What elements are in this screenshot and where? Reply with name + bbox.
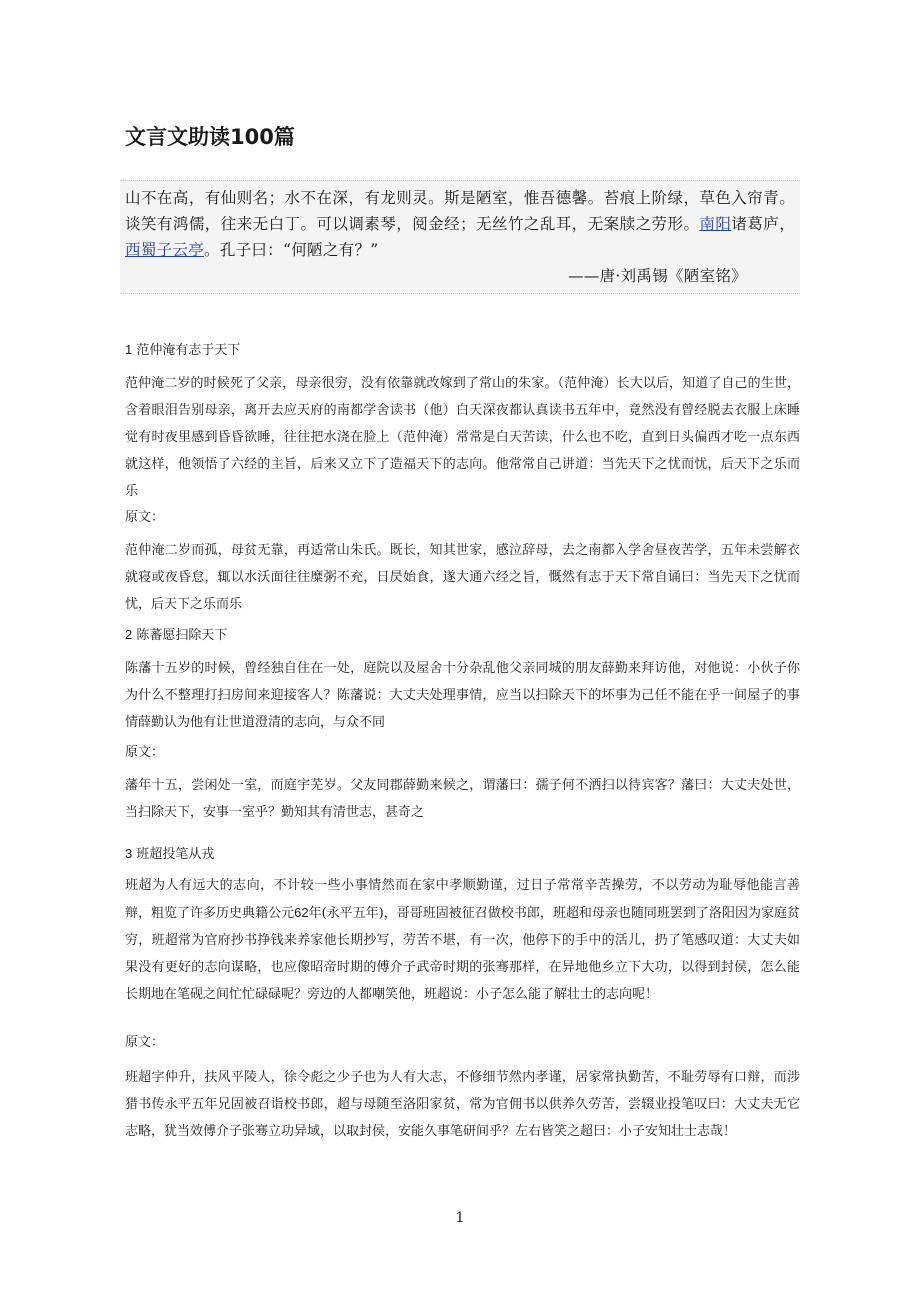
section-heading: [125, 621, 800, 649]
link-nanyang[interactable]: 南阳: [699, 215, 732, 233]
original-label: 原文：: [125, 510, 165, 525]
section-title: 范仲淹有志于天下: [136, 343, 241, 358]
section-number: 2: [125, 627, 133, 642]
translation-year: 62: [294, 905, 309, 920]
translation-part-a: 班超为人有远大的志向，不计较一些小事情然而在家中孝顺勤谨，过日子常常辛苦操劳，不以劳动为耻辱他能言善辩，粗览了许多历史典籍公元: [125, 878, 800, 921]
quote-part-2: 诸葛庐，: [731, 215, 795, 233]
section-translation: 范仲淹二岁的时候死了父亲，母亲很穷，没有依靠就改嫁到了常山的朱家。（范仲淹）长大以后，知道了自己的生世，含着眼泪告别母亲，离开去应天府的南都学舍读书（他）白天深夜都认真读书五年中，竟然没有曾经脱去衣服上床睡觉有时夜里感到昏昏欲睡，往往把水浇在脸上（范仲淹）常常是白天苦读，什么也不吃，直到日头偏西才吃一点东西就这样，他领悟了六经的主旨，后来又立下了造福天下的志向。他常常自己讲道：当先天下之忧而忧，后天下之乐而乐: [125, 376, 800, 499]
quote-source: ——唐·刘禹锡《陋室铭》: [567, 267, 747, 285]
quote-block: [120, 180, 800, 294]
quote-text: [125, 185, 795, 263]
section-translation: [125, 872, 800, 1008]
section-translation: 陈藩十五岁的时候，曾经独自住在一处，庭院以及屋舍十分杂乱他父亲同城的朋友薛勤来拜访他，对他说：小伙子你为什么不整理打扫房间来迎接客人？陈藩说：大丈夫处理事情，应当以扫除天下的坏事为己任不能在乎一间屋子的事情薛勤认为他有让世道澄清的志向，与众不同: [125, 661, 800, 730]
section-title: 陈蕃愿扫除天下: [136, 628, 228, 643]
quote-part-3: 。孔子曰：“何陋之有？”: [204, 241, 379, 259]
original-label: 原文：: [125, 1035, 165, 1050]
section-number: 1: [125, 342, 133, 357]
section-original: 范仲淹二岁而孤，母贫无靠，再适常山朱氏。既长，知其世家，感泣辞母，去之南都入学舍昼夜苦学，五年未尝解衣就寝或夜昏怠，辄以水沃面往往糜粥不充，日昃始食，遂大通六经之旨，慨然有志于天下常自诵曰：当先天下之忧而忧，后天下之乐而乐: [125, 543, 800, 612]
section-number: 3: [125, 846, 133, 861]
section-heading: [125, 336, 800, 364]
link-xishu-ziyunting[interactable]: 西蜀子云亭: [125, 241, 205, 259]
document-title: 文言文助读100篇: [125, 125, 295, 149]
page-number: 1: [455, 1210, 465, 1226]
section-heading: [125, 840, 800, 868]
section-original: 班超字仲升，扶风平陵人，徐令彪之少子也为人有大志，不修细节然内孝谨，居家常执勤苦，不耻劳辱有口辩，而涉猎书传永平五年兄固被召诣校书郎，超与母随至洛阳家贫，常为官佣书以供养久劳苦，尝辍业投笔叹曰：大丈夫无它志略，犹当效傅介子张骞立功异域，以取封侯，安能久事笔研间乎？左右皆笑之超曰：小子安知壮士志哉！: [125, 1070, 800, 1139]
original-label: 原文：: [125, 745, 165, 760]
quote-part-1: 山不在高，有仙则名；水不在深，有龙则灵。斯是陋室，惟吾德馨。苔痕上阶绿，草色入帘青。谈笑有鸿儒，往来无白丁。可以调素琴，阅金经；无丝竹之乱耳，无案牍之劳形。: [125, 189, 795, 233]
section-title: 班超投笔从戎: [136, 847, 215, 862]
translation-part-b: 年(永平五年)，哥哥班固被征召做校书郎，班超和母亲也随同班罢到了洛阳因为家庭贫穷，班超常为官府抄书挣钱来养家他长期抄写，劳苦不堪，有一次，他停下的手中的活儿，扔了笔感叹道：大丈夫如果没有更好的志向谋略，也应像昭帝时期的傅介子武帝时期的张骞那样，在异地他乡立下大功，以得到封侯，怎么能长期地在笔砚之间忙忙碌碌呢？旁边的人都嘲笑他，班超说：小子怎么能了解壮士的志向呢！: [125, 906, 800, 1002]
section-original: 藩年十五，尝闲处一室，而庭宇芜岁。父友同郡薛勤来候之，谓藩曰：孺子何不洒扫以待宾客？藩曰：大丈夫处世，当扫除天下，安事一室乎？勤知其有清世志，甚奇之: [125, 778, 800, 820]
